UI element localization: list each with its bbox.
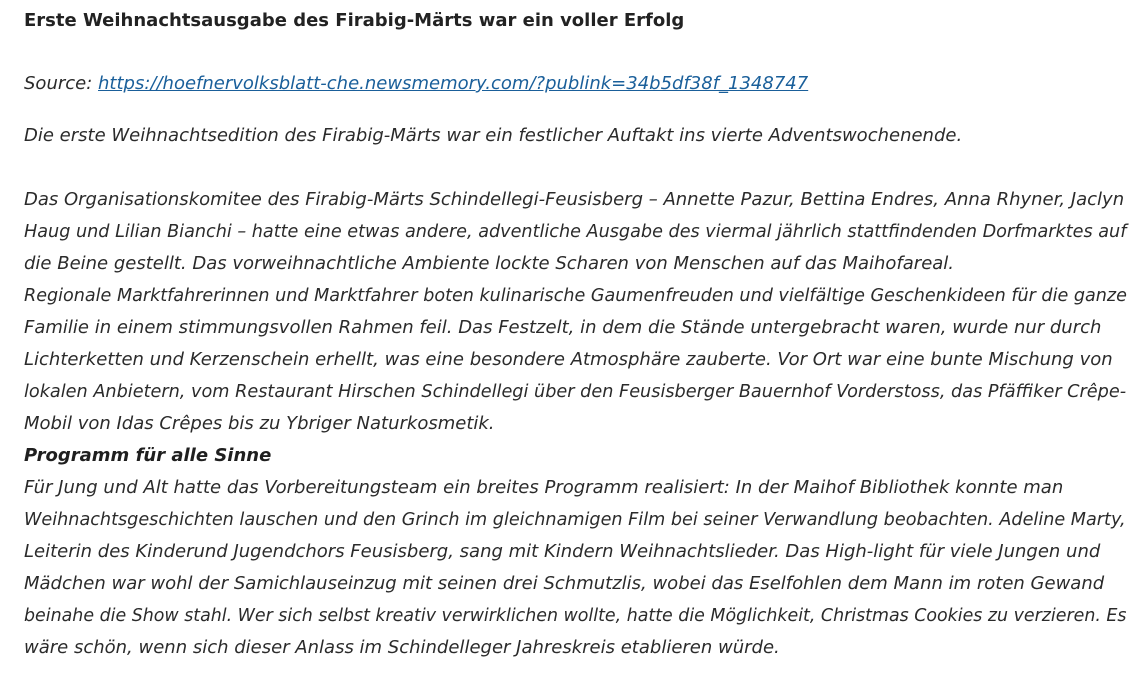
lead-paragraph: Die erste Weihnachtsedition des Firabig-Märts war ein festlicher Auftakt ins vierte Adventswochenende. <box>24 125 963 146</box>
source-link[interactable]: https://hoefnervolksblatt-che.newsmemory.com/?publink=34b5df38f_1348747 <box>98 73 809 94</box>
body-line: Das Organisationskomitee des Firabig-Märts Schindellegi-Feusisberg – Annette Pazur, Bettina Endres, Anna Rhyner, Jaclyn <box>24 189 1125 210</box>
body-line: Regionale Marktfahrerinnen und Marktfahrer boten kulinarische Gaumenfreuden und vielfältige Geschenkideen für die ganze <box>24 286 1127 306</box>
body-line: beinahe die Show stahl. Wer sich selbst kreativ verwirklichen wollte, hatte die Möglichkeit, Christmas Cookies zu verzieren. Es <box>24 606 1127 626</box>
body-line: wäre schön, wenn sich dieser Anlass im Schindelleger Jahreskreis etablieren würde. <box>24 637 780 658</box>
body-line: Familie in einem stimmungsvollen Rahmen feil. Das Festzelt, in dem die Stände untergebracht waren, wurde nur durch <box>24 317 1102 338</box>
body-line: Mädchen war wohl der Samichlauseinzug mit seinen drei Schmutzlis, wobei das Eselfohlen dem Mann im roten Gewand <box>24 573 1105 594</box>
article-body <box>24 184 1127 664</box>
source-label: Source: <box>24 73 99 94</box>
body-line: Haug und Lilian Bianchi – hatte eine etwas andere, adventliche Ausgabe des viermal jährlich stattfindenden Dorfmarktes auf <box>24 222 1127 242</box>
body-line: Lichterketten und Kerzenschein erhellt, was eine besondere Atmosphäre zauberte. Vor Ort war eine bunte Mischung von <box>24 349 1113 370</box>
body-line: Leiterin des Kinderund Jugendchors Feusisberg, sang mit Kindern Weihnachtslieder. Das High-light für viele Jungen und <box>24 541 1101 562</box>
body-line: die Beine gestellt. Das vorweihnachtliche Ambiente lockte Scharen von Menschen auf das Maihofareal. <box>24 253 955 274</box>
article-title: Erste Weihnachtsausgabe des Firabig-Märts war ein voller Erfolg <box>24 10 685 31</box>
body-line: Weihnachtsgeschichten lauschen und den Grinch im gleichnamigen Film bei seiner Verwandlung beobachten. Adeline Marty, <box>24 510 1126 530</box>
source-line <box>24 70 808 98</box>
body-line: Für Jung und Alt hatte das Vorbereitungsteam ein breites Programm realisiert: In der Maihof Bibliothek konnte man <box>24 477 1064 498</box>
section-subheading: Programm für alle Sinne <box>24 445 272 466</box>
body-line: lokalen Anbietern, vom Restaurant Hirschen Schindellegi über den Feusisberger Bauernhof Vorderstoss, das Pfäffiker Crêpe- <box>24 382 1127 402</box>
body-line: Mobil von Idas Crêpes bis zu Ybriger Naturkosmetik. <box>24 413 495 434</box>
